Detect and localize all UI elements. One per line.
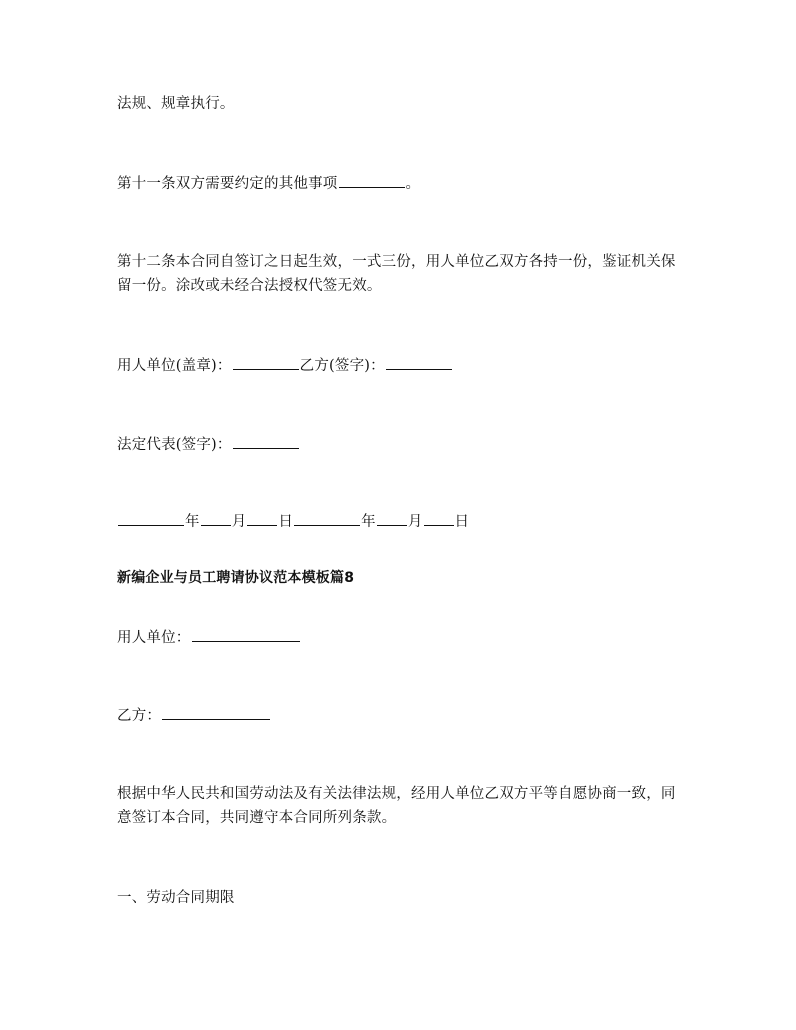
- section-heading: 新编企业与员工聘请协议范本模板篇8: [117, 570, 355, 586]
- date-day: 日: [454, 514, 470, 530]
- clause-twelve: [117, 250, 687, 298]
- preamble-paragraph: [117, 782, 677, 830]
- blank-line: [201, 511, 231, 526]
- blank-line: [386, 355, 452, 370]
- party-b-line: [117, 704, 697, 728]
- date-month: 月: [407, 514, 423, 530]
- employer-line: [117, 626, 697, 650]
- employer-seal-label: 用人单位(盖章)：: [117, 358, 232, 374]
- paragraph-text: 法规、规章执行。: [117, 96, 235, 112]
- clause-text: 第十二条本合同自签订之日起生效，一式三份，用人单位乙双方各持一份，鉴证机关保留一份。涂改或未经合法授权代签无效。: [117, 254, 676, 294]
- party-b-sign-label: 乙方(签字)：: [299, 358, 385, 374]
- blank-line: [233, 355, 299, 370]
- representative-sign-label: 法定代表(签字)：: [117, 437, 232, 453]
- party-b-label: 乙方：: [117, 708, 162, 724]
- blank-line: [294, 511, 360, 526]
- clause-end: 。: [405, 176, 421, 192]
- blank-line: [233, 434, 299, 449]
- paragraph-text: 根据中华人民共和国劳动法及有关法律法规，经用人单位乙双方平等自愿协商一致，同意签订本合同，共同遵守本合同所列条款。: [117, 786, 676, 826]
- date-year: 年: [361, 514, 376, 530]
- blank-line: [162, 705, 270, 720]
- date-month: 月: [231, 514, 247, 530]
- clause-text: 第十一条双方需要约定的其他事项: [117, 176, 338, 192]
- signature-line-2: [117, 433, 697, 457]
- date-line: [117, 510, 697, 534]
- blank-line: [118, 511, 184, 526]
- signature-line-1: [117, 354, 697, 378]
- blank-line: [424, 511, 454, 526]
- blank-line: [247, 511, 277, 526]
- blank-line: [339, 173, 405, 188]
- paragraph-regulations: [117, 92, 697, 116]
- date-year: 年: [185, 514, 200, 530]
- clause-eleven: [117, 172, 697, 196]
- date-day: 日: [278, 514, 294, 530]
- blank-line: [192, 627, 300, 642]
- employer-label: 用人单位：: [117, 630, 191, 646]
- section-one-title: 一、劳动合同期限: [117, 890, 235, 906]
- blank-line: [377, 511, 407, 526]
